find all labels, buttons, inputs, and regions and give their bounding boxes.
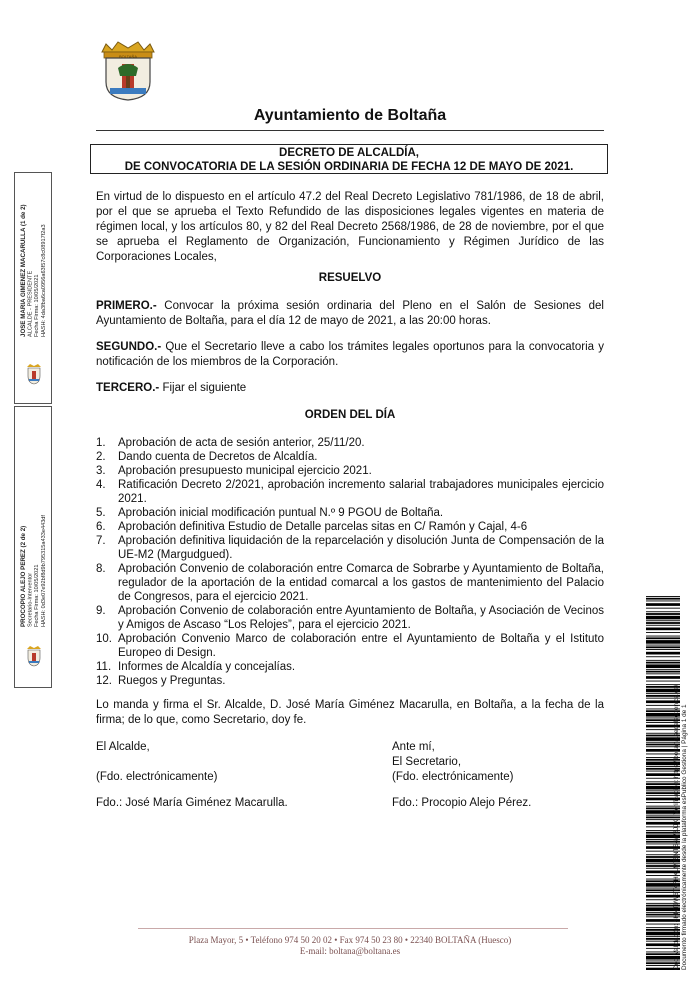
agenda-item-text: Aprobación presupuesto municipal ejercicio 2021. bbox=[118, 465, 372, 477]
agenda-item-number: 1. bbox=[96, 437, 106, 449]
tercero-paragraph bbox=[96, 381, 604, 396]
stamp-crest-icon bbox=[25, 363, 43, 385]
segundo-paragraph bbox=[96, 340, 604, 370]
agenda-item bbox=[96, 478, 604, 506]
agenda-item-text: Informes de Alcaldía y concejalías. bbox=[118, 661, 296, 673]
primero-text: Convocar la próxima sesión ordinaria del Pleno en el Salón de Sesiones del Ayuntamiento de Boltaña, para el día 12 de mayo de 2021, a las 20:00 horas. bbox=[96, 300, 604, 327]
stamp-secretary-text bbox=[21, 447, 47, 627]
signature-stamp-secretary bbox=[14, 406, 52, 688]
agenda-item-text: Ruegos y Preguntas. bbox=[118, 675, 226, 687]
agenda-item-number: 2. bbox=[96, 451, 106, 463]
secretary-signature-block bbox=[392, 740, 604, 811]
stamp-secretary-date: Fecha Firma: 10/05/2021 bbox=[34, 564, 41, 627]
secretary-signature-name: Fdo.: Procopio Alejo Pérez. bbox=[392, 797, 532, 809]
tercero-text: Fijar el siguiente bbox=[159, 382, 247, 394]
secretary-role1: Ante mí, bbox=[392, 741, 435, 753]
primero-paragraph bbox=[96, 299, 604, 329]
agenda-item bbox=[96, 604, 604, 632]
primero-label: PRIMERO.- bbox=[96, 300, 157, 312]
agenda-item bbox=[96, 660, 604, 674]
orden-del-dia-heading: ORDEN DEL DÍA bbox=[304, 409, 396, 421]
agenda-item bbox=[96, 464, 604, 478]
intro-paragraph: En virtud de lo dispuesto en el artículo 47.2 del Real Decreto Legislativo 781/1986, de 18 de abril, por el que se aprueba el Texto Refundido de las disposiciones legales vigentes en materia de régimen local, y los artículos 80, y 82 del Real Decreto 2568/1986, de 28 de noviembre, por el que se aprueba el Reglamento de Organización, Funcionamiento y Régimen Jurídico de las Corporaciones Locales, bbox=[96, 191, 604, 263]
tercero-label: TERCERO.- bbox=[96, 382, 160, 394]
stamp-mayor-text bbox=[21, 181, 47, 337]
agenda-item-number: 11. bbox=[96, 661, 112, 673]
footer-divider bbox=[138, 928, 568, 929]
agenda-item bbox=[96, 534, 604, 562]
stamp-secretary-name: PROCOPIO ALEJO PEREZ (2 de 2) bbox=[20, 525, 27, 627]
agenda-item-text: Ratificación Decreto 2/2021, aprobación incremento salarial trabajadores municipales ejercicio 2021. bbox=[118, 479, 604, 505]
stamp-crest-icon bbox=[25, 645, 43, 667]
decree-title-line2: DE CONVOCATORIA DE LA SESIÓN ORDINARIA DE FECHA 12 DE MAYO DE 2021. bbox=[124, 161, 574, 173]
agenda-item-text: Aprobación Convenio de colaboración entre Comarca de Sobrarbe y Ayuntamiento de Boltaña, regulador de la aportación de la entidad comarcal a los gastos de mantenimiento del Palacio de Congresos, para el ejercicio 2021. bbox=[118, 563, 604, 603]
agenda-item bbox=[96, 506, 604, 520]
verification-platform: Documento firmado electrónicamente desde la plataforma esPublico Gestiona | Página 1 de 1 bbox=[681, 704, 688, 970]
agenda-item bbox=[96, 674, 604, 688]
verification-text bbox=[673, 600, 689, 970]
signature-stamp-mayor bbox=[14, 172, 52, 404]
resuelvo-heading: RESUELVO bbox=[318, 272, 382, 284]
agenda-item-text: Aprobación definitiva Estudio de Detalle parcelas sitas en C/ Ramón y Cajal, 4-6 bbox=[118, 521, 528, 533]
agenda-item-text: Aprobación definitiva liquidación de la reparcelación y disolución Junta de Compensación de la UE-M2 (Margudgued). bbox=[118, 535, 604, 561]
agenda-item bbox=[96, 562, 604, 604]
footer-address: Plaza Mayor, 5 • Teléfono 974 50 20 02 • Fax 974 50 23 80 • 22340 BOLTAÑA (Huesco) bbox=[188, 935, 512, 945]
agenda-item-text: Dando cuenta de Decretos de Alcaldía. bbox=[118, 451, 318, 463]
crest-banner bbox=[104, 54, 152, 60]
agenda-item-number: 9. bbox=[96, 605, 106, 617]
stamp-mayor-role: ALCALDE - PRESIDENTE bbox=[27, 270, 34, 337]
segundo-text: Que el Secretario lleve a cabo los trámites legales oportunos para la convocatoria y notificación de los miembros de la Corporación. bbox=[96, 341, 604, 368]
decree-title-box bbox=[90, 144, 608, 174]
decree-title-line1: DECRETO DE ALCALDÍA, bbox=[279, 147, 419, 159]
stamp-mayor-hash: HASH: 4da3fba6ca0956a63f57c8c08917f2a3 bbox=[40, 224, 47, 337]
agenda-item-number: 5. bbox=[96, 507, 106, 519]
agenda-item-number: 7. bbox=[96, 535, 106, 547]
agenda-item-number: 4. bbox=[96, 479, 106, 491]
agenda-item-number: 3. bbox=[96, 465, 106, 477]
crest-banner-text: BOLTAÑA bbox=[118, 54, 138, 59]
agenda-item-text: Aprobación de acta de sesión anterior, 25/11/20. bbox=[118, 437, 365, 449]
agenda-item-number: 6. bbox=[96, 521, 106, 533]
mayor-signature-block bbox=[96, 740, 336, 811]
agenda-list bbox=[96, 436, 604, 688]
agenda-item-number: 12. bbox=[96, 675, 112, 687]
agenda-item-number: 10. bbox=[96, 633, 112, 645]
closing-paragraph: Lo manda y firma el Sr. Alcalde, D. José María Giménez Macarulla, en Boltaña, a la fecha de la firma; de lo que, como Secretario, doy fe. bbox=[96, 699, 604, 726]
secretary-sign-mode: (Fdo. electrónicamente) bbox=[392, 771, 514, 783]
title-divider bbox=[96, 130, 604, 131]
agenda-item bbox=[96, 520, 604, 534]
agenda-item-text: Aprobación Convenio Marco de colaboración entre el Ayuntamiento de Boltaña y el Istituto Europeo di Design. bbox=[118, 633, 604, 659]
secretary-role2: El Secretario, bbox=[392, 756, 462, 768]
organization-title: Ayuntamiento de Boltaña bbox=[253, 107, 447, 124]
mayor-role: El Alcalde, bbox=[96, 741, 150, 753]
stamp-secretary-hash: HASH: 0d3e07e92bf8d9b795315a433e443df bbox=[40, 515, 47, 627]
mayor-signature-name: Fdo.: José María Giménez Macarulla. bbox=[96, 797, 288, 809]
stamp-mayor-name: JOSE MARIA GIMENEZ MACARULLA (1 de 2) bbox=[20, 204, 27, 337]
stamp-secretary-role: Secretario-Interventor bbox=[27, 572, 34, 627]
agenda-item-text: Aprobación Convenio de colaboración entre Ayuntamiento de Boltaña, y Asociación de Vecinos y Amigos de Ascaso “Los Relojes”, para el ejercicio 2021. bbox=[118, 605, 604, 631]
agenda-item-number: 8. bbox=[96, 563, 106, 575]
agenda-item bbox=[96, 450, 604, 464]
stamp-mayor-date: Fecha Firma: 10/05/2021 bbox=[34, 274, 41, 337]
agenda-item bbox=[96, 436, 604, 450]
coat-of-arms-icon bbox=[96, 40, 160, 102]
agenda-item bbox=[96, 632, 604, 660]
mayor-sign-mode: (Fdo. electrónicamente) bbox=[96, 771, 218, 783]
footer-email: E-mail: boltana@boltana.es bbox=[299, 946, 401, 956]
agenda-item-text: Aprobación inicial modificación puntual N.º 9 PGOU de Boltaña. bbox=[118, 507, 444, 519]
verification-code: Cód. Validación: 4HNT9W6T4FHXLM75NTS4W2JJK | Verificación: https://boltana.sedelectronica.es/ bbox=[673, 684, 680, 970]
barcode-stripe bbox=[646, 596, 680, 597]
segundo-label: SEGUNDO.- bbox=[96, 341, 162, 353]
